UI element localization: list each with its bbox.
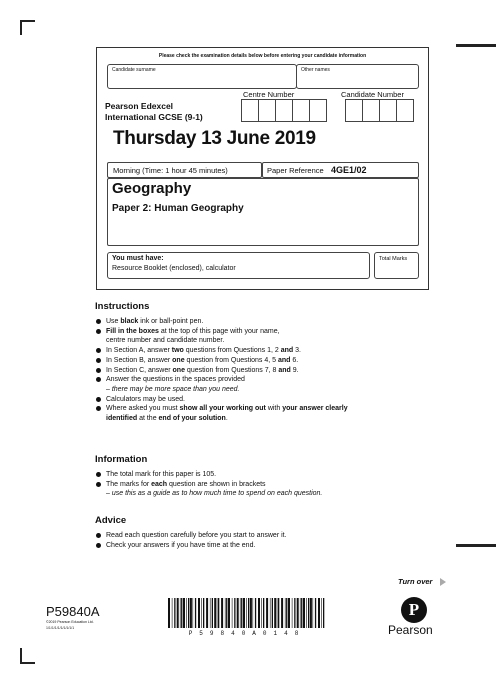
list-item	[95, 531, 425, 541]
barcode-bar	[286, 598, 287, 628]
list-item	[95, 346, 425, 356]
session-box	[107, 162, 262, 178]
check-details-text: Please check the examination details below before entering your candidate information	[158, 53, 367, 59]
pearson-wordmark: Pearson	[388, 623, 433, 637]
bullet-icon	[96, 533, 101, 538]
crop-mark-top-left-v	[20, 20, 22, 35]
list-item	[95, 395, 425, 405]
barcode-bar	[246, 598, 247, 628]
barcode-bar	[228, 598, 230, 628]
barcode	[168, 598, 326, 628]
barcode-bar	[241, 598, 242, 628]
must-have-text: Resource Booklet (enclosed), calculator	[112, 265, 236, 272]
barcode-bar	[180, 598, 181, 628]
list-item	[95, 317, 425, 327]
barcode-bar	[292, 598, 293, 628]
barcode-bar	[303, 598, 305, 628]
bullet-icon	[96, 482, 101, 487]
barcode-bar	[300, 598, 301, 628]
advice-heading: Advice	[95, 515, 127, 526]
list-item	[95, 480, 425, 499]
barcode-bar	[172, 598, 173, 628]
board-line-1: Pearson Edexcel	[105, 101, 174, 111]
list-item-text: Use black ink or ball-point pen.	[106, 318, 204, 325]
subject-title: Geography	[112, 180, 192, 197]
barcode-bar	[198, 598, 200, 628]
session-text: Morning (Time: 1 hour 45 minutes)	[113, 166, 228, 175]
list-item	[95, 541, 425, 551]
turn-over-arrow-icon	[440, 578, 446, 586]
bullet-icon	[96, 472, 101, 477]
advice-list	[95, 531, 425, 550]
crop-mark-bottom-left-v	[20, 648, 22, 663]
bullet-icon	[96, 377, 101, 382]
barcode-bar	[261, 598, 262, 628]
list-item-text: Where asked you must show all your working out with your answer clearly	[106, 405, 348, 413]
list-item-text: In Section B, answer one question from Questions 4, 5 and 6.	[106, 356, 299, 364]
barcode-bar	[301, 598, 302, 628]
bullet-icon	[96, 406, 101, 411]
page-edge-tab-top	[456, 44, 496, 47]
barcode-bar	[201, 598, 202, 628]
paper-code: P59840A	[46, 604, 100, 619]
paper-reference-label: Paper Reference	[267, 166, 324, 175]
information-heading: Information	[95, 454, 148, 465]
barcode-bar	[243, 598, 245, 628]
list-item-text: Calculators may be used.	[106, 395, 185, 403]
list-item-text: Answer the questions in the spaces provided	[106, 376, 245, 384]
centre-number-box[interactable]	[275, 99, 293, 122]
barcode-bar	[321, 598, 322, 628]
candidate-number-box[interactable]	[379, 99, 397, 122]
barcode-digits: P59840A0148	[188, 630, 306, 637]
centre-number-boxes[interactable]	[241, 99, 326, 122]
barcode-bar	[277, 598, 278, 628]
centre-number-box[interactable]	[241, 99, 259, 122]
paper-reference-code: 4GE1/02	[331, 165, 367, 175]
candidate-number-boxes[interactable]	[345, 99, 413, 122]
list-item	[95, 327, 425, 346]
pearson-logo-icon: P	[401, 597, 427, 623]
exam-board	[105, 101, 203, 123]
barcode-bar	[168, 598, 170, 628]
centre-number-box[interactable]	[292, 99, 310, 122]
barcode-bar	[225, 598, 226, 628]
bullet-icon	[96, 358, 101, 363]
barcode-bar	[181, 598, 182, 628]
paper-reference-box	[262, 162, 419, 178]
other-names-field[interactable]	[296, 64, 419, 89]
barcode-bar	[203, 598, 204, 628]
barcode-bar	[218, 598, 219, 628]
list-item-text: In Section C, answer one question from Questions 7, 8 and 9.	[106, 366, 299, 374]
bullet-icon	[96, 543, 101, 548]
list-item-continuation: – there may be more space than you need.	[106, 385, 240, 393]
file-code: 1/1/1/1/1/1/1/1/1/1	[46, 626, 75, 630]
barcode-bar	[323, 598, 324, 628]
total-marks-label: Total Marks	[379, 256, 408, 262]
other-names-label: Other names	[301, 67, 330, 73]
list-item-text: The total mark for this paper is 105.	[106, 471, 217, 478]
barcode-bar	[294, 598, 295, 628]
bullet-icon	[96, 368, 101, 373]
barcode-bar	[313, 598, 314, 628]
barcode-bar	[253, 598, 254, 628]
list-item	[95, 470, 425, 480]
must-have-title: You must have:	[112, 255, 164, 262]
barcode-bar	[193, 598, 194, 628]
barcode-bar	[240, 598, 241, 628]
barcode-bar	[306, 598, 307, 628]
barcode-bar	[234, 598, 235, 628]
barcode-bar	[248, 598, 249, 628]
barcode-bar	[177, 598, 179, 628]
bullet-icon	[96, 348, 101, 353]
list-item-continuation: – use this as a guide as to how much time to spend on each question.	[106, 490, 323, 498]
list-item	[95, 375, 425, 394]
centre-number-label: Centre Number	[243, 90, 295, 99]
list-item	[95, 404, 425, 423]
barcode-bar	[250, 598, 252, 628]
list-item-continuation: identified at the end of your solution.	[106, 415, 228, 423]
barcode-bar	[310, 598, 312, 628]
total-marks-box[interactable]	[374, 252, 419, 279]
barcode-bar	[272, 598, 273, 628]
barcode-bar	[188, 598, 189, 628]
barcode-bar	[285, 598, 286, 628]
list-item-text: Check your answers if you have time at the end.	[106, 541, 256, 549]
barcode-bar	[195, 598, 196, 628]
barcode-bar	[183, 598, 185, 628]
candidate-number-box[interactable]	[345, 99, 363, 122]
barcode-bar	[221, 598, 223, 628]
bullet-icon	[96, 329, 101, 334]
exam-date: Thursday 13 June 2019	[113, 128, 316, 149]
list-item-text: The marks for each question are shown in brackets	[106, 480, 266, 488]
barcode-bar	[281, 598, 283, 628]
barcode-bar	[255, 598, 256, 628]
centre-number-box[interactable]	[309, 99, 327, 122]
information-list	[95, 470, 425, 499]
crop-mark-bottom-left-h	[20, 662, 35, 664]
barcode-bar	[206, 598, 208, 628]
barcode-bar	[232, 598, 233, 628]
barcode-bar	[263, 598, 264, 628]
list-item	[95, 366, 425, 376]
barcode-bar	[297, 598, 299, 628]
instructions-heading: Instructions	[95, 301, 150, 312]
list-item-text: In Section A, answer two questions from Questions 1, 2 and 3.	[106, 347, 301, 355]
list-item	[95, 356, 425, 366]
candidate-number-label: Candidate Number	[341, 90, 404, 99]
barcode-bar	[214, 598, 216, 628]
bullet-icon	[96, 319, 101, 324]
list-item-text: Fill in the boxes at the top of this page with your name,	[106, 327, 280, 335]
candidate-surname-field[interactable]	[107, 64, 297, 89]
barcode-bar	[258, 598, 260, 628]
barcode-bar	[288, 598, 290, 628]
barcode-bar	[266, 598, 268, 628]
barcode-bar	[190, 598, 192, 628]
barcode-bar	[212, 598, 213, 628]
list-item-continuation: centre number and candidate number.	[106, 337, 225, 345]
barcode-bar	[226, 598, 227, 628]
centre-number-box[interactable]	[258, 99, 276, 122]
page-edge-tab-bottom	[456, 544, 496, 547]
barcode-bar	[315, 598, 316, 628]
candidate-surname-label: Candidate surname	[112, 67, 156, 73]
instructions-list	[95, 317, 425, 424]
barcode-bar	[186, 598, 187, 628]
barcode-bar	[274, 598, 276, 628]
barcode-bar	[308, 598, 309, 628]
paper-title: Paper 2: Human Geography	[112, 203, 244, 214]
barcode-bar	[270, 598, 271, 628]
candidate-number-box[interactable]	[396, 99, 414, 122]
candidate-number-box[interactable]	[362, 99, 380, 122]
copyright-text: ©2019 Pearson Education Ltd.	[46, 620, 94, 624]
barcode-bar	[278, 598, 279, 628]
turn-over-text: Turn over	[398, 577, 433, 586]
bullet-icon	[96, 397, 101, 402]
barcode-bar	[210, 598, 211, 628]
list-item-text: Read each question carefully before you start to answer it.	[106, 532, 287, 539]
crop-mark-top-left-h	[20, 20, 35, 22]
barcode-bar	[237, 598, 239, 628]
barcode-bar	[318, 598, 320, 628]
board-line-2: International GCSE (9-1)	[105, 112, 203, 122]
barcode-bar	[217, 598, 218, 628]
barcode-bar	[174, 598, 175, 628]
